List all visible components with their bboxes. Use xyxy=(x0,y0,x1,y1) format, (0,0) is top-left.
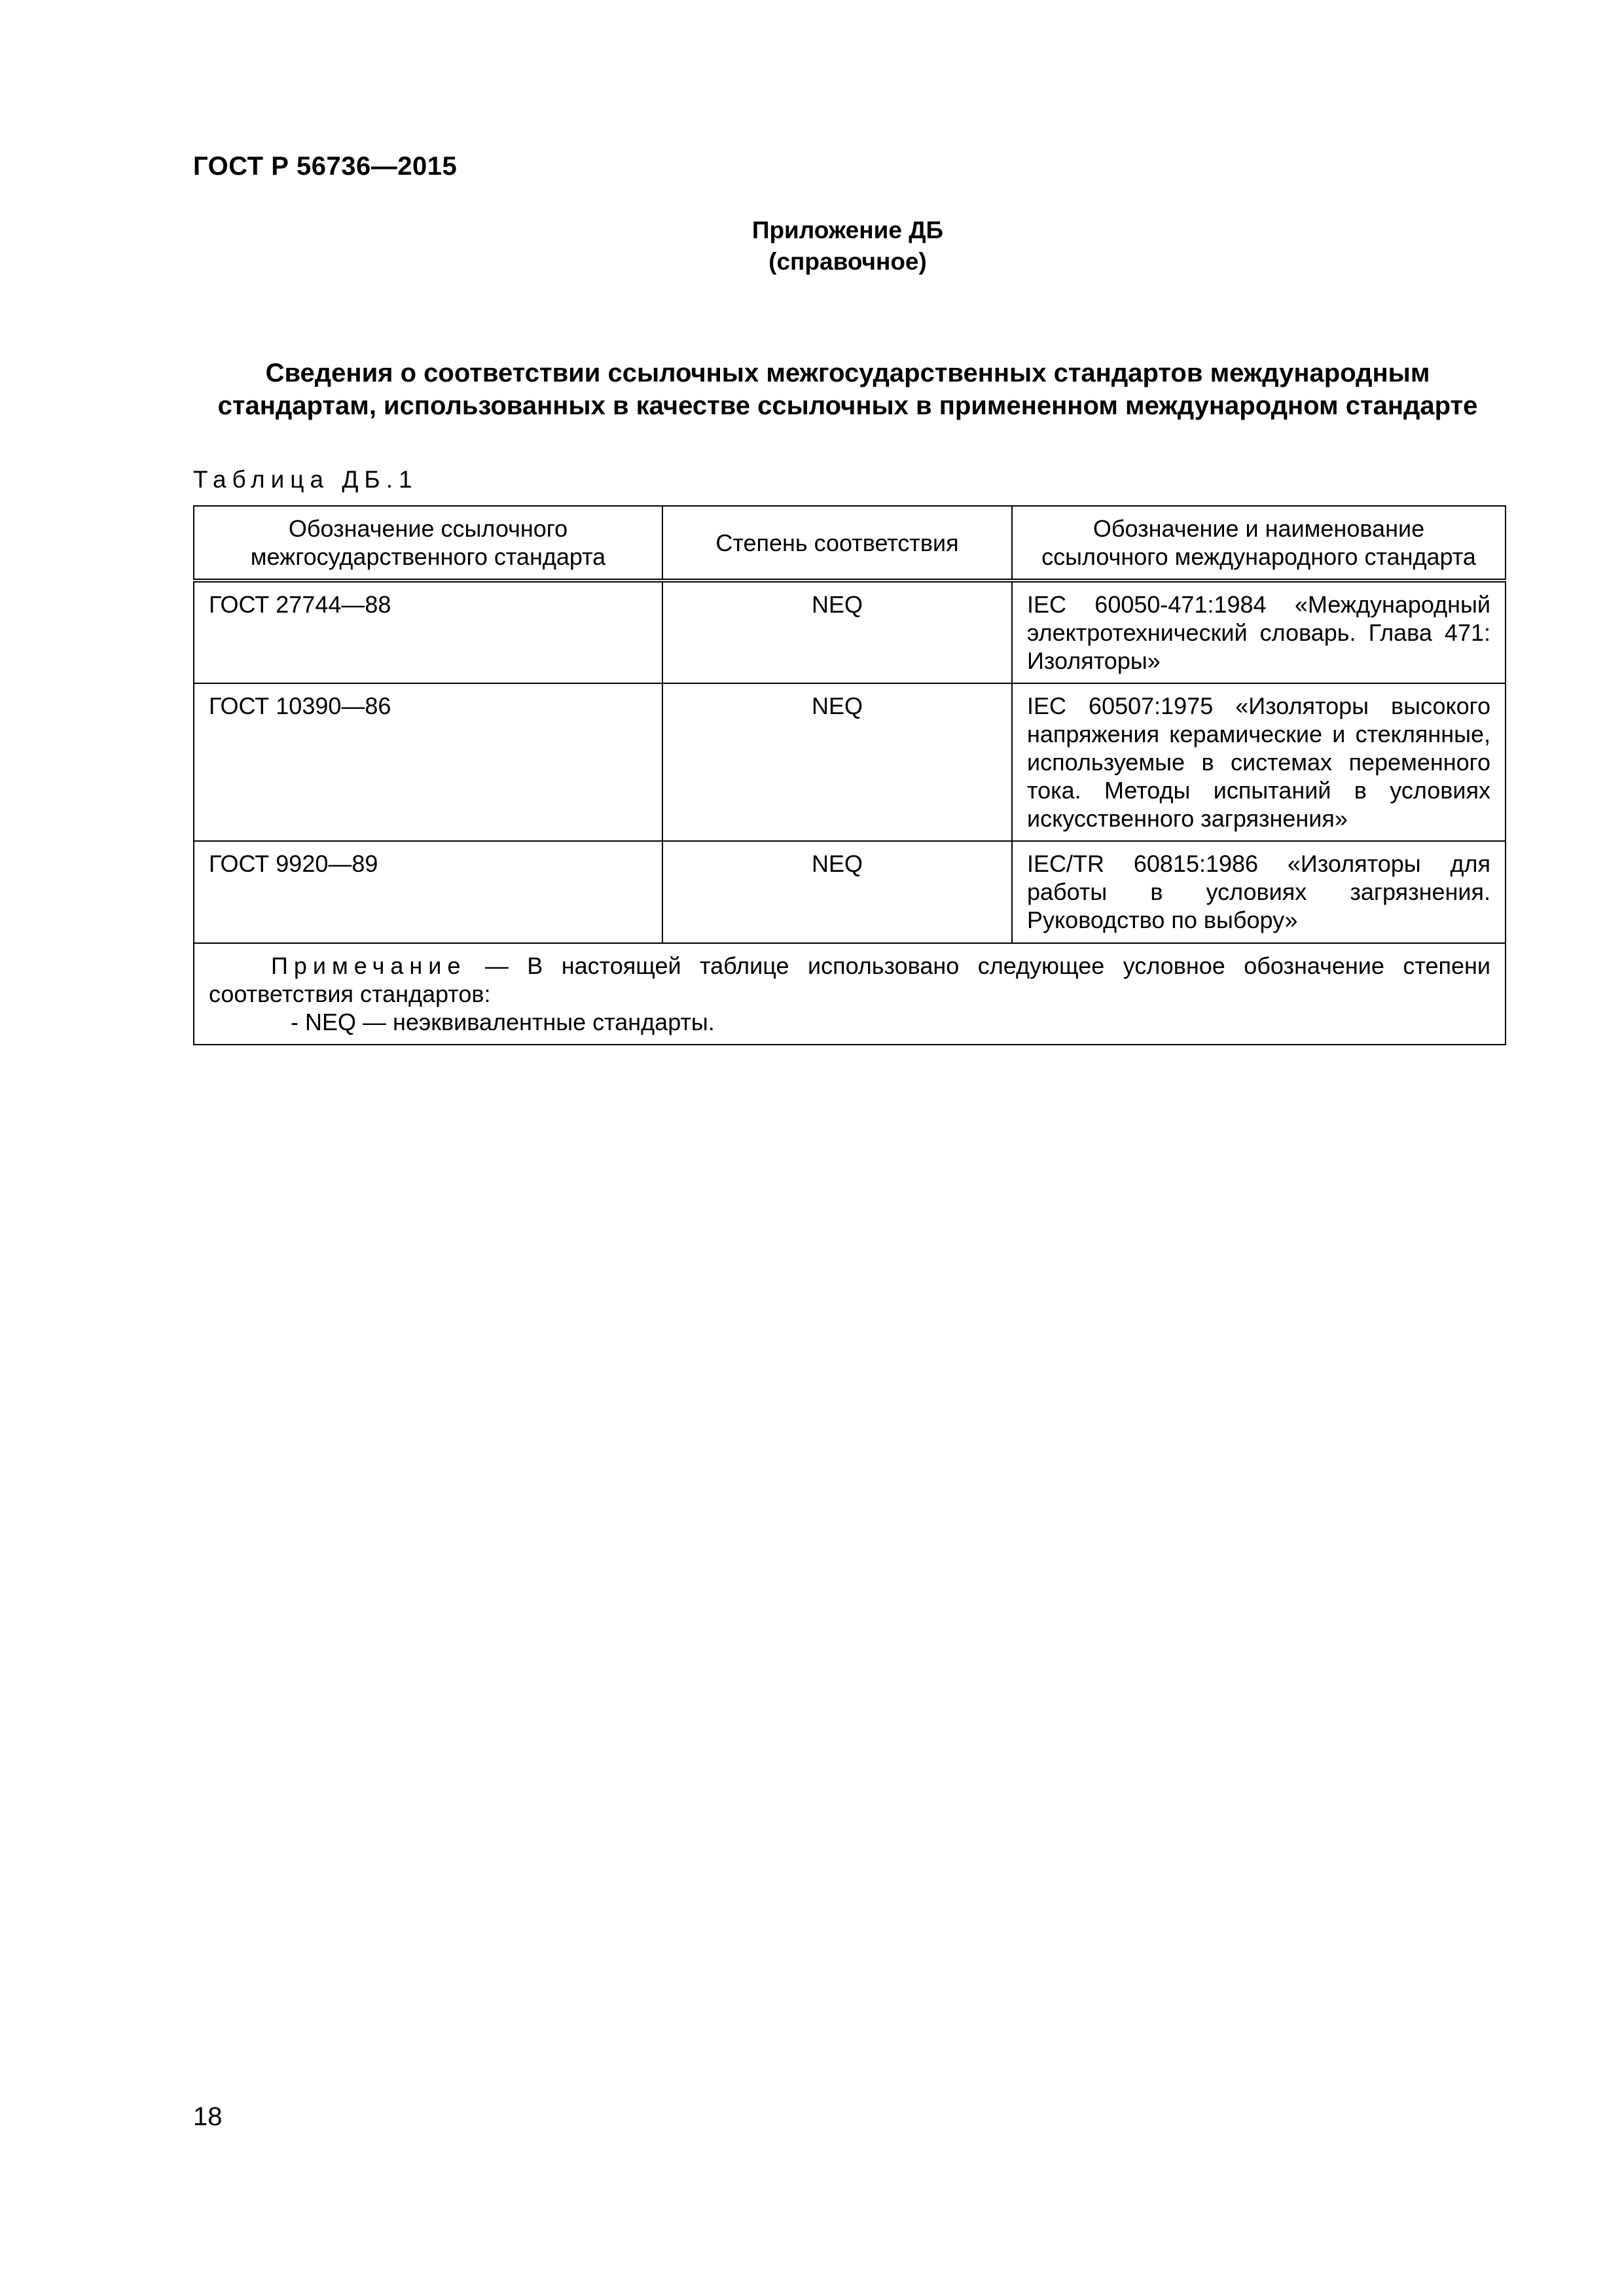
header-international: Обозначение и наименование ссылочного международного стандарта xyxy=(1012,506,1506,581)
table-caption: Таблица ДБ.1 xyxy=(193,466,418,493)
cell-designation: ГОСТ 9920—89 xyxy=(194,841,662,943)
cell-designation: ГОСТ 27744—88 xyxy=(194,581,662,683)
cell-international: IEC 60050-471:1984 «Международный электротехнический словарь. Глава 471: Изоляторы» xyxy=(1012,581,1506,683)
note-label: Примечание xyxy=(271,952,467,979)
section-heading: Сведения о соответствии ссылочных межгосударственных стандартов международным стандартам, использованных в качестве ссылочных в примененном международном стандарте xyxy=(217,359,1478,420)
cell-international: IEC 60507:1975 «Изоляторы высокого напряжения керамические и стеклянные, используемые в системах переменного тока. Методы испытаний в условиях искусственного загрязнения» xyxy=(1012,683,1506,841)
table-row xyxy=(194,581,1506,683)
correspondence-table xyxy=(193,505,1506,1045)
header-degree: Степень соответствия xyxy=(662,506,1012,581)
cell-international: IEC/TR 60815:1986 «Изоляторы для работы в условиях загрязнения. Руководство по выбору» xyxy=(1012,841,1506,943)
note-text: — В настоящей таблице использовано следующее условное обозначение степени соответствия стандартов: xyxy=(209,952,1490,1007)
table-note-row xyxy=(194,943,1506,1045)
table-row xyxy=(194,683,1506,841)
note-item: - NEQ — неэквивалентные стандарты. xyxy=(291,1009,715,1035)
page-number: 18 xyxy=(193,2102,223,2131)
table-header-row xyxy=(194,506,1506,581)
standard-code-header: ГОСТ Р 56736—2015 xyxy=(193,152,458,181)
cell-degree: NEQ xyxy=(662,683,1012,841)
cell-degree: NEQ xyxy=(662,581,1012,683)
appendix-title: Приложение ДБ xyxy=(751,217,944,243)
appendix-subtitle: (справочное) xyxy=(768,248,927,275)
table-note xyxy=(194,943,1506,1045)
header-designation: Обозначение ссылочного межгосударственного стандарта xyxy=(194,506,662,581)
cell-designation: ГОСТ 10390—86 xyxy=(194,683,662,841)
table-row xyxy=(194,841,1506,943)
cell-degree: NEQ xyxy=(662,841,1012,943)
appendix-title-block xyxy=(193,215,1502,278)
